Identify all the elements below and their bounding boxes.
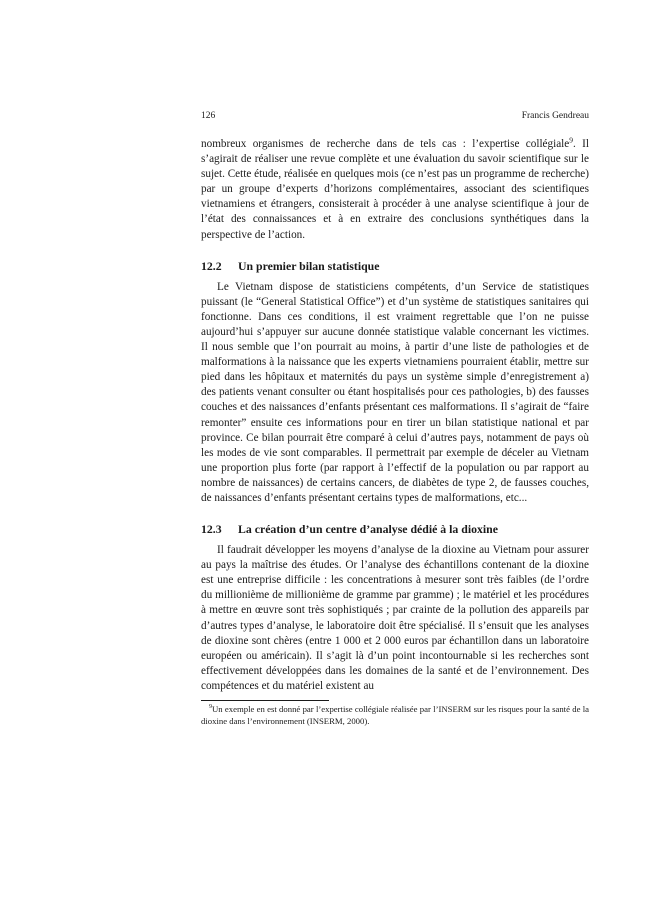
section-paragraph-12-3: Il faudrait développer les moyens d’analyse de la dioxine au Vietnam pour assurer au pays la maîtrise des études. Or l’analyse des échantillons contenant de la dioxine est une entreprise difficile : les concentrations à mesurer sont très faibles (de l’ordre du millionième de millionième de gramme par gramme) ; le matériel et les procédures à mettre en œuvre sont très sophistiqués ; par crainte de la pollution des appareils par d’autres types d’analyse, le laboratoire doit être spécialisé. Il s’ensuit que les analyses de dioxine sont chères (entre 1 000 et 2 000 euros par échantillon dans un laboratoire européen ou américain). Il s’agit là d’un point incontournable si les recherches sont effectivement développées dans les domaines de la santé et de l’environnement. Des compétences et du matériel existent au xyxy=(201,544,589,692)
footnote-number: 9 xyxy=(209,704,212,711)
footnote xyxy=(201,704,589,727)
page-body xyxy=(201,110,589,727)
footnote-divider xyxy=(201,700,329,701)
intro-paragraph xyxy=(201,137,589,243)
footnote-reference[interactable]: 9 xyxy=(569,135,574,145)
section-title: La création d’un centre d’analyse dédié à la dioxine xyxy=(238,522,498,537)
footnote-text: Un exemple en est donné par l’expertise collégiale réalisée par l’INSERM sur les risques pour la santé de la dioxine dans l’environnement (INSERM, 2000). xyxy=(201,704,589,726)
running-header xyxy=(201,110,589,122)
section-number: 12.2 xyxy=(201,258,222,273)
intro-text: nombreux organismes de recherche dans de tels cas : l’expertise collégiale xyxy=(201,138,570,150)
running-author: Francis Gendreau xyxy=(521,111,589,121)
page-number: 126 xyxy=(201,111,216,121)
intro-text-continued: . Il s’agirait de réaliser une revue complète et une évaluation du savoir scientifique sur le sujet. Cette étude, réalisée en quelques mois (ce n’est pas un programme de recherche) par un groupe d’experts d’horizons complémentaires, associant des scientifiques vietnamiens et étrangers, consisterait à procéder à une analyse scientifique à jour de l’état des connaissances et à en extraire des conclusions synthétiques dans la perspective de l’action. xyxy=(201,138,589,241)
section-title: Un premier bilan statistique xyxy=(238,258,380,273)
section-heading-12-3 xyxy=(201,522,589,537)
section-paragraph-12-2: Le Vietnam dispose de statisticiens compétents, d’un Service de statistiques puissant (le “General Statistical Office”) et d’un système de statistiques sanitaires qui fonctionne. Dans ces conditions, il est vraiment regrettable que l’on ne puisse aujourd’hui s’appuyer sur aucune donnée statistique valable concernant les victimes. Il nous semble que l’on pourrait au moins, à partir d’une liste de pathologies et de malformations à la naissance que les experts vietnamiens pourraient établir, mettre sur pied dans les hôpitaux et maternités du pays un système simple d’enregistrement a) des patients venant consulter ou étant hospitalisés pour ces pathologies, b) des fausses couches et des naissances d’enfants présentant ces malformations. Il s’agirait de “faire remonter” ensuite ces informations pour en tirer un bilan statistique national et par province. Ce bilan pourrait être comparé à celui d’autres pays, notamment de pays où les modes de vie sont comparables. Il permettrait par exemple de déceler au Vietnam une proportion plus forte (par rapport à l’effectif de la population ou par rapport au nombre de naissances) de certains cancers, de diabètes de type 2, de fausses couches, de naissances d’enfants présentant certains types de malformations, etc... xyxy=(201,280,589,504)
section-number: 12.3 xyxy=(201,522,222,537)
section-heading-12-2 xyxy=(201,259,589,274)
